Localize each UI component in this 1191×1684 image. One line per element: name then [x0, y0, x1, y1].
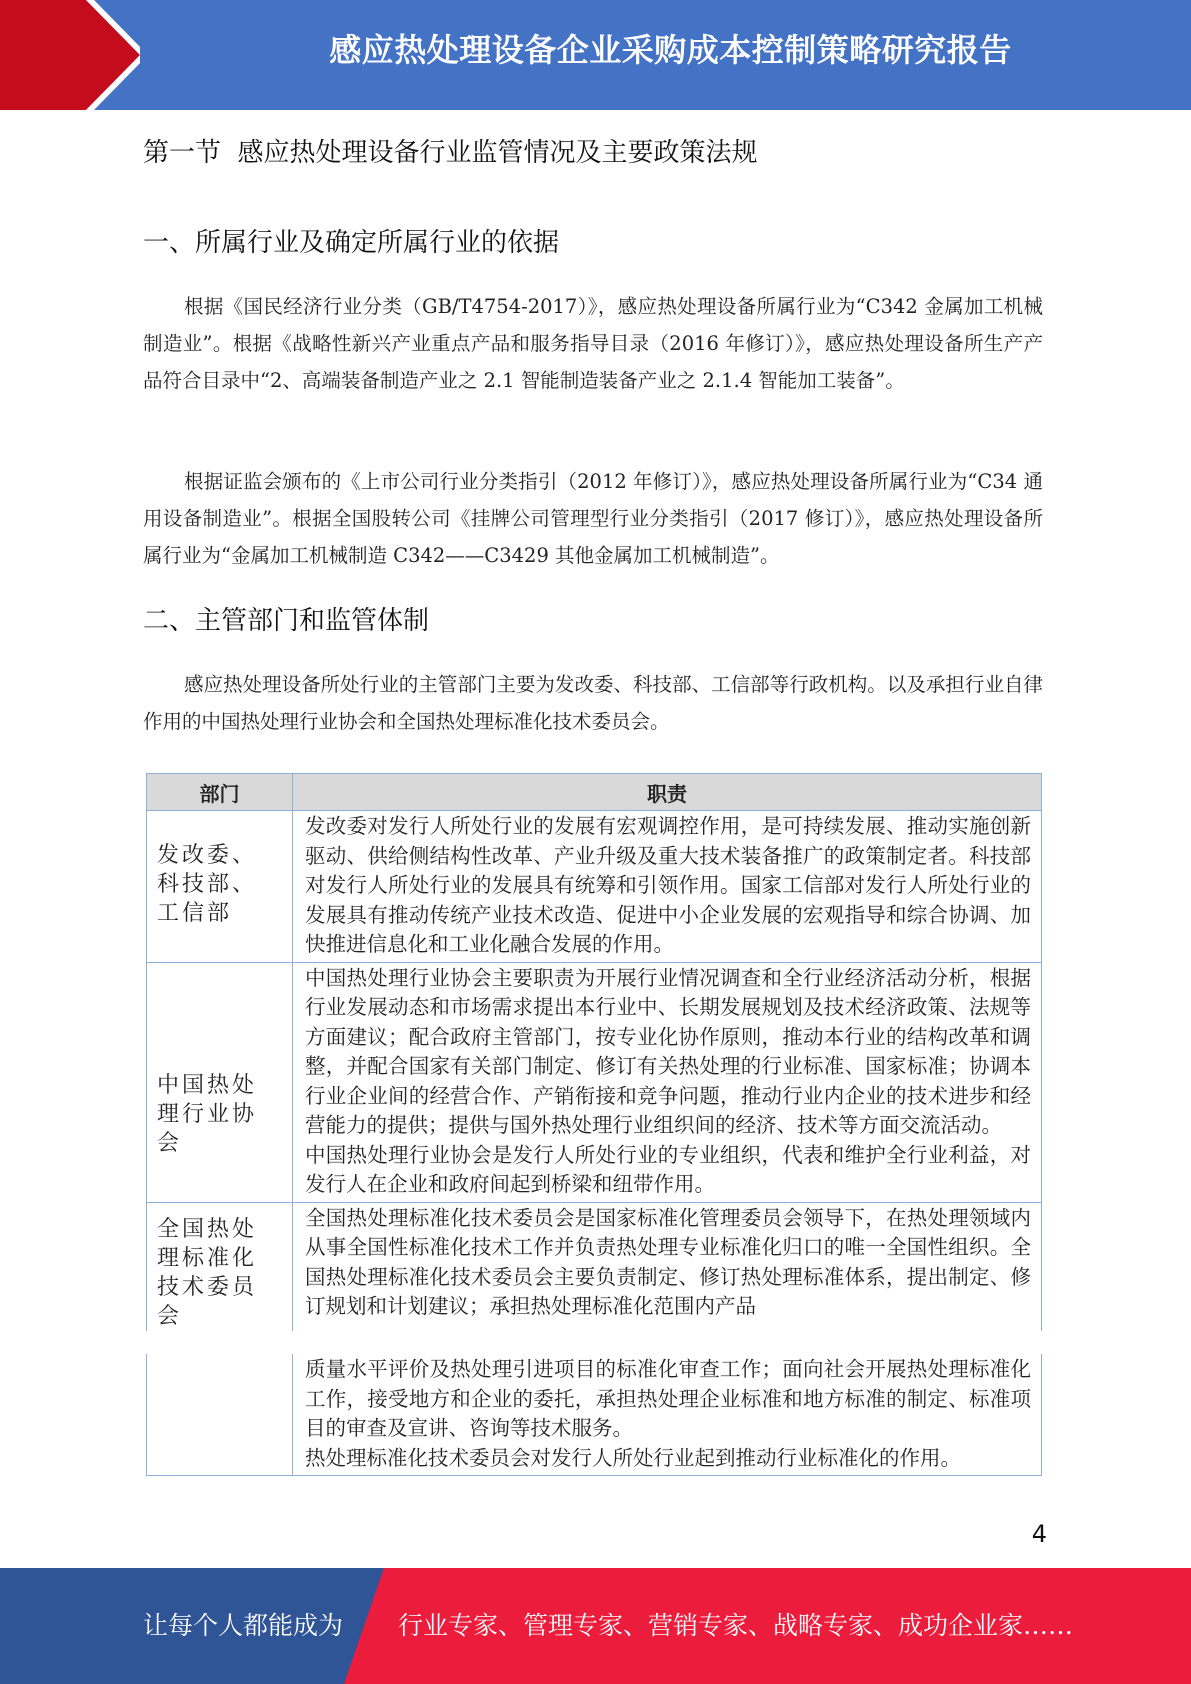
- dept-cell: 中国热处理行业协会: [147, 962, 293, 1202]
- table-row: [147, 1354, 1042, 1476]
- duty-cell: 全国热处理标准化技术委员会是国家标准化管理委员会领导下，在热处理领域内从事全国性标准化技术工作并负责热处理专业标准化归口的唯一全国性组织。全国热处理标准化技术委员会主要负责制定、修订热处理标准体系，提出制定、修订规划和计划建议；承担热处理标准化范围内产品: [293, 1202, 1042, 1331]
- report-footer: [0, 1568, 1191, 1684]
- footer-slogan-right: 行业专家、管理专家、营销专家、战略专家、成功企业家……: [398, 1611, 1074, 1640]
- col-header-dept: 部门: [147, 774, 293, 811]
- dept-cell-empty: [147, 1354, 293, 1476]
- paragraph-industry-2: 根据证监会颁布的《上市公司行业分类指引（2012 年修订）》，感应热处理设备所属行业为“C34 通用设备制造业”。根据全国股转公司《挂牌公司管理型行业分类指引（2017 修订）》，感应热处理设备所属行业为“金属加工机械制造 C342——C3429 其他金属加工机械制造”。: [143, 470, 1043, 567]
- duty-cell: 发改委对发行人所处行业的发展有宏观调控作用，是可持续发展、推动实施创新驱动、供给侧结构性改革、产业升级及重大技术装备推广的政策制定者。科技部对发行人所处行业的发展具有统筹和引领作用。国家工信部对发行人所处行业的发展具有推动传统产业技术改造、促进中小企业发展的宏观指导和综合协调、加快推进信息化和工业化融合发展的作用。: [293, 811, 1042, 963]
- report-header: [0, 0, 1191, 110]
- paragraph-regulators: 感应热处理设备所处行业的主管部门主要为发改委、科技部、工信部等行政机构。以及承担行业自律作用的中国热处理行业协会和全国热处理标准化技术委员会。: [143, 673, 1043, 733]
- table-row: [147, 811, 1042, 963]
- regulator-duty-table: [146, 773, 1042, 1331]
- paragraph-industry-1: 根据《国民经济行业分类（GB/T4754-2017）》，感应热处理设备所属行业为“C342 金属加工机械制造业”。根据《战略性新兴产业重点产品和服务指导目录（2016 年修订）》，感应热处理设备所生产产品符合目录中“2、高端装备制造产业之 2.1 智能制造装备产业之 2.1.4 智能加工装备”。: [143, 295, 1043, 392]
- duty-text: 质量水平评价及热处理引进项目的标准化审查工作；面向社会开展热处理标准化工作，接受地方和企业的委托，承担热处理企业标准和地方标准的制定、标准项目的审查及宣讲、咨询等技术服务。: [305, 1357, 1031, 1440]
- table-row: [147, 1202, 1042, 1331]
- duty-text: 中国热处理行业协会主要职责为开展行业情况调查和全行业经济活动分析，根据行业发展动态和市场需求提出本行业中、长期发展规划及技术经济政策、法规等方面建议；配合政府主管部门，按专业化协作原则，推动本行业的结构改革和调整，并配合国家有关部门制定、修订有关热处理的行业标准、国家标准；协调本行业企业间的经营合作、产销衔接和竞争问题，推动行业内企业的技术进步和经营能力的提供；提供与国外热处理行业组织间的经济、技术等方面交流活动。: [305, 965, 1031, 1137]
- dept-cell: 发改委、科技部、工信部: [147, 811, 293, 963]
- col-header-duty: 职责: [293, 774, 1042, 811]
- duty-text-extra: 中国热处理行业协会是发行人所处行业的专业组织，代表和维护全行业利益，对发行人在企业和政府间起到桥梁和纽带作用。: [305, 1142, 1031, 1196]
- header-arrow-decoration: [0, 0, 140, 110]
- regulator-duty-table-continued: [146, 1354, 1042, 1476]
- table-row: [147, 962, 1042, 1202]
- page-number: 4: [1031, 1520, 1047, 1548]
- section-title: 第一节 感应热处理设备行业监管情况及主要政策法规: [143, 138, 758, 168]
- dept-cell: 全国热处理标准化技术委员会: [147, 1202, 293, 1331]
- table-header-row: [147, 774, 1042, 811]
- heading-regulators: 二、主管部门和监管体制: [143, 606, 430, 636]
- footer-slogan-left: 让每个人都能成为: [143, 1611, 344, 1640]
- duty-cell: [293, 1354, 1042, 1476]
- duty-cell: [293, 962, 1042, 1202]
- report-title: 感应热处理设备企业采购成本控制策略研究报告: [329, 31, 1012, 69]
- heading-industry-basis: 一、所属行业及确定所属行业的依据: [143, 228, 560, 258]
- duty-text-extra: 热处理标准化技术委员会对发行人所处行业起到推动行业标准化的作用。: [305, 1445, 961, 1470]
